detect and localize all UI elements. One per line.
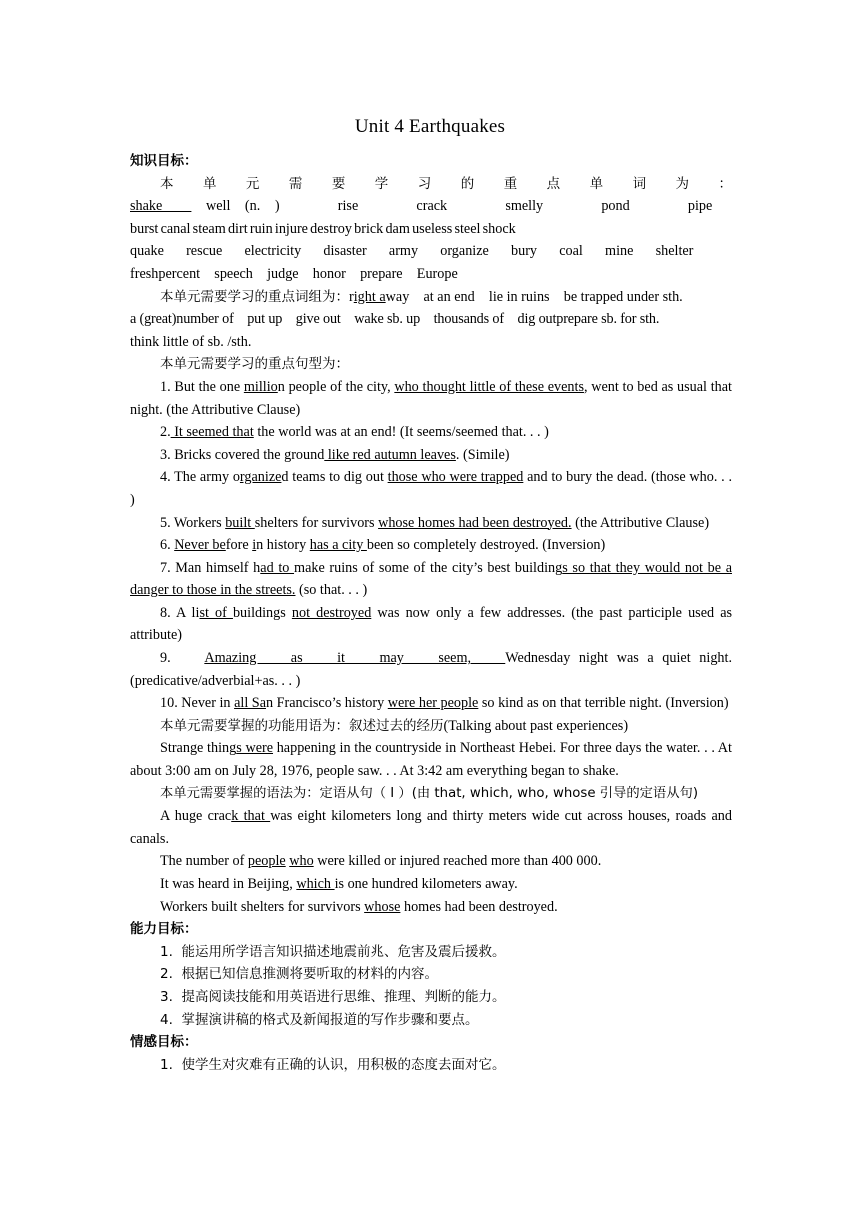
text: been so completely destroyed. (Inversion) xyxy=(366,537,606,554)
phrase-intro: 本单元需要学习的重点词组为： xyxy=(160,288,349,305)
vocab-paragraph xyxy=(130,173,732,218)
underlined-text: whose xyxy=(364,898,401,915)
underlined-text: s so that they would not be a danger to those in the streets. xyxy=(130,559,732,599)
underlined-text: st of xyxy=(199,604,233,621)
sentence-4 xyxy=(130,466,732,511)
text: (so that. . . ) xyxy=(295,582,368,599)
text: so kind as on that terrible night. (Inversion) xyxy=(478,695,729,712)
underlined-text: built xyxy=(225,514,255,531)
ability-heading: 能力目标： xyxy=(130,921,198,938)
text: was eight kilometers long and thirty meters wide cut across houses, roads and canals. xyxy=(130,808,732,847)
function-intro xyxy=(130,715,732,738)
text: The number of xyxy=(160,853,248,870)
text: . (Simile) xyxy=(455,446,510,463)
underlined-text: Amazing as it may seem, xyxy=(204,650,506,667)
text: n Francisco’s history xyxy=(266,695,388,712)
ability-item: 1. 能运用所学语言知识描述地震前兆、危害及震后援救。 xyxy=(160,943,506,960)
sentence-10 xyxy=(130,692,732,715)
text: 7. Man himself h xyxy=(160,559,261,576)
text: 10. Never in xyxy=(160,695,235,712)
underlined-text: which xyxy=(296,876,335,892)
underlined-text: who thought little of these events xyxy=(394,378,584,395)
text: shelters for survivors xyxy=(254,514,379,531)
underlined-text: k that xyxy=(231,808,271,825)
sentence-9 xyxy=(130,647,732,692)
text: homes had been destroyed. xyxy=(400,898,558,915)
text: It was heard in Beijing, xyxy=(160,876,297,892)
function-intro-cn: 本单元需要掌握的功能用语为：叙述过去的经历 xyxy=(160,717,444,734)
text: 9. xyxy=(160,650,205,667)
vocab-line4: freshpercent speech judge honor prepare Europe xyxy=(130,265,458,282)
sentence-8 xyxy=(130,602,732,647)
function-intro-en: (Talking about past experiences) xyxy=(443,717,629,734)
text: Strange thing xyxy=(160,740,237,757)
text: (the Attributive Clause) xyxy=(571,514,710,531)
text: fore xyxy=(225,537,253,554)
vocab-first-word: shake xyxy=(130,198,192,215)
vocab-line2: burst canal steam dirt ruin injure destroy brick dam useless steel shock xyxy=(130,220,516,237)
sentence-5 xyxy=(130,512,732,535)
emotion-item: 1. 使学生对灾难有正确的认识，用积极的态度去面对它。 xyxy=(160,1056,506,1073)
text: d teams to dig out xyxy=(281,469,388,486)
document-body xyxy=(130,150,732,1076)
ability-item: 2. 根据已知信息推测将要听取的材料的内容。 xyxy=(160,966,438,983)
vocab-line3: quake rescue electricity disaster army organize bury coal mine shelter xyxy=(130,243,694,260)
sentence-2 xyxy=(130,421,732,444)
underlined-text: s were xyxy=(236,740,274,757)
underlined-text: were her people xyxy=(387,695,479,712)
grammar-example-1 xyxy=(130,805,732,850)
underlined-text: It seemed that xyxy=(170,424,254,441)
sentence-6 xyxy=(130,534,732,557)
underlined-text: not destroyed xyxy=(291,604,372,621)
sentence-1 xyxy=(130,376,732,421)
underlined-text: millio xyxy=(243,378,278,395)
underlined-text: Never be xyxy=(174,537,226,554)
emotion-heading: 情感目标： xyxy=(130,1034,198,1051)
text: happening in the countryside in Northeast Hebei. For three days the water. . . At about 3:00 am on July 28, 1976, people saw. . . At 3:42 am everything began to shake. xyxy=(130,740,732,780)
underlined-text: people xyxy=(247,853,286,870)
text: n history xyxy=(256,537,310,554)
text: Wednesday night was a quiet night. (predicative/adverbial+as. . . ) xyxy=(130,650,732,689)
ability-item: 3. 提高阅读技能和用英语进行思维、推理、判断的能力。 xyxy=(160,988,506,1005)
text: 8. A li xyxy=(160,604,200,621)
sentence-intro: 本单元需要学习的重点句型为： xyxy=(160,356,349,373)
sentence-7 xyxy=(130,557,732,602)
underlined-text: who xyxy=(289,853,314,870)
grammar-example-4 xyxy=(130,896,732,919)
underlined-text: has a city xyxy=(309,537,367,554)
phrase-text: way at an end lie in ruins be trapped under sth. xyxy=(385,288,683,305)
text: 4. The army o xyxy=(160,469,240,486)
sentence-3 xyxy=(130,444,732,467)
vocab-line1: well (n. ) rise crack smelly pond pipe xyxy=(191,198,713,215)
knowledge-heading: 知识目标： xyxy=(130,153,198,169)
text: , went to bed as usual that night. (the Attributive Clause) xyxy=(130,378,732,418)
text: 1. But the one xyxy=(160,378,244,395)
phrase-text: r xyxy=(349,288,354,305)
text: and to bury the dead. (those who. . . ) xyxy=(130,469,732,508)
phrase-line3: think little of sb. /sth. xyxy=(130,333,252,350)
grammar-example-3 xyxy=(130,873,732,896)
grammar-example-2 xyxy=(130,850,732,873)
text: buildings xyxy=(232,604,292,621)
text: make ruins of some of the city’s best building xyxy=(294,559,563,576)
text: was now only a few addresses. (the past participle used as attribute) xyxy=(130,604,733,644)
text: A huge crac xyxy=(160,808,232,825)
text: were killed or injured reached more than 400 000. xyxy=(313,853,602,870)
grammar-intro: 本单元需要掌握的语法为：定语从句（ I ）(由 that, which, who, whose 引导的定语从句) xyxy=(160,785,699,801)
text: 3. Bricks covered the ground xyxy=(160,446,325,463)
text: the world was at an end! (It seems/seemed that. . . ) xyxy=(253,424,549,441)
underlined-text: all Sa xyxy=(234,695,266,712)
underlined-text: ad to xyxy=(260,559,295,576)
underlined-text: whose homes had been destroyed. xyxy=(378,514,572,531)
vocab-intro: 本单元需要学习的重点单词为： xyxy=(160,175,732,192)
phrase-underlined: ight a xyxy=(353,288,386,305)
text: Workers built shelters for survivors xyxy=(160,898,365,915)
ability-item: 4. 掌握演讲稿的格式及新闻报道的写作步骤和要点。 xyxy=(160,1011,479,1028)
text: 6. xyxy=(160,537,175,554)
underlined-text: rganize xyxy=(239,469,282,486)
text: n people of the city, xyxy=(277,378,395,395)
text: 2. xyxy=(160,424,171,441)
phrase-line2: a (great)number of put up give out wake sb. up thousands of dig outprepare sb. for sth. xyxy=(130,311,660,328)
underlined-text: those who were trapped xyxy=(387,469,524,486)
underlined-text: i xyxy=(252,537,257,554)
underlined-text: like red autumn leaves xyxy=(324,446,456,463)
phrase-paragraph xyxy=(130,286,732,309)
function-text xyxy=(130,737,732,782)
text: 5. Workers xyxy=(160,514,226,531)
text: is one hundred kilometers away. xyxy=(334,876,518,892)
page-title: Unit 4 Earthquakes xyxy=(354,116,506,137)
